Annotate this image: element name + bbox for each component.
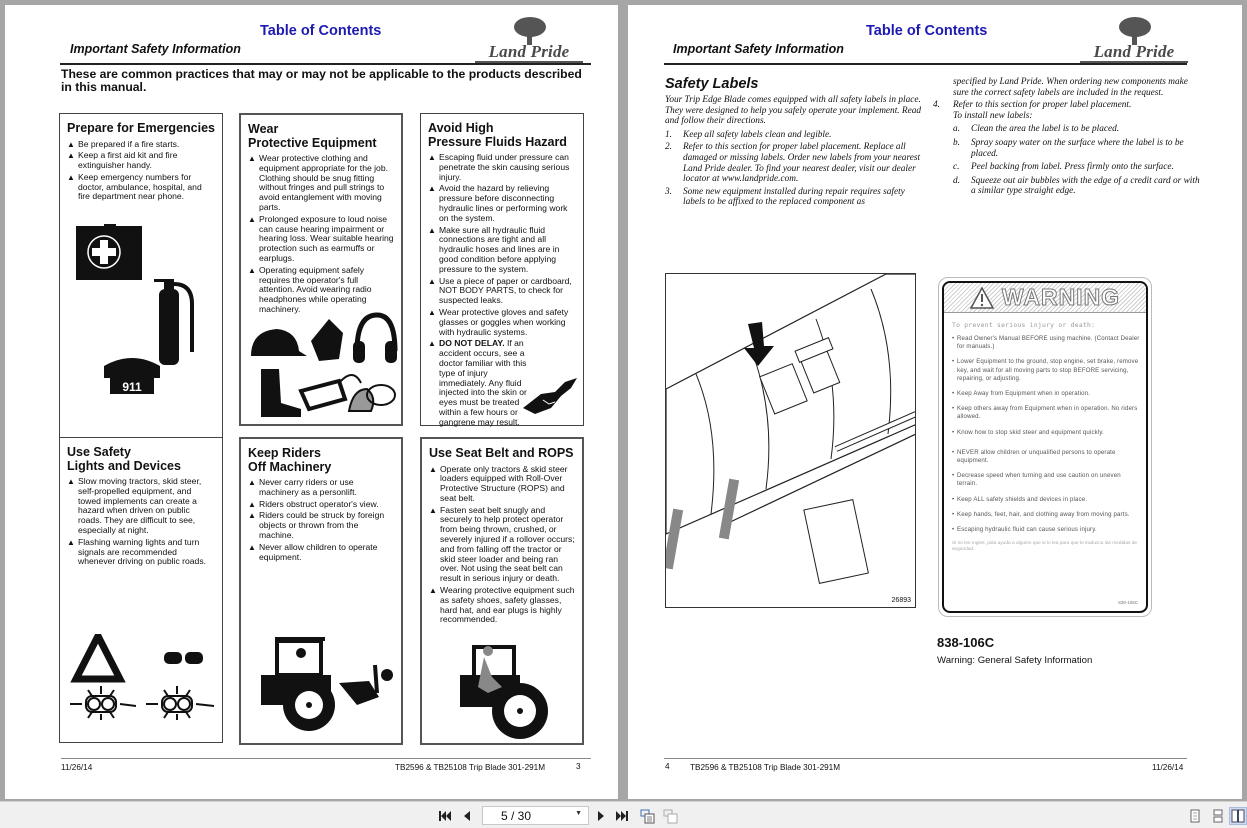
header-rule [60,63,591,65]
trip-blade-drawing [666,274,916,608]
table-of-contents-link[interactable]: Table of Contents [866,23,988,39]
footer-rule [664,758,1187,759]
list-item: ▲ Riders obstruct operator's view. [248,500,395,510]
decal-item: • Decrease speed when turning and use caution on uneven terrain. [952,472,1140,488]
list-item: ▲ Be prepared if a fire starts. [67,140,216,150]
list-item: ▲ Prolonged exposure to loud noise can cause hearing impairment or hearing loss. Wear suitable hearing protection such as earmuffs or earplugs. [248,215,395,264]
page-number-input[interactable]: 5 / 30 ▼ [482,806,589,825]
page-dropdown-icon[interactable]: ▼ [575,810,582,817]
list-item: ▲ Fasten seat belt snugly and securely to help protect operator from being thrown, crushed, or severely injured if a rollover occurs; and from falling off the tractor or skid steer loader and being ran over. Not using the seat belt can result in serious injury or death. [429,506,576,584]
instructions-column-2 [933,77,1203,197]
warning-lights-icon [164,652,203,664]
section-title: Important Safety Information [70,42,241,56]
previous-page-icon [463,810,471,822]
footer-rule [61,758,591,759]
first-page-icon [438,810,452,822]
box-avoid-high-pressure-fluids [420,113,584,426]
box-use-safety-lights [59,437,223,743]
last-page-icon [615,810,629,822]
tree-icon [1118,17,1152,45]
list-item: ▲ Escaping fluid under pressure can penetrate the skin causing serious injury. [428,153,577,182]
box-wear-protective-equipment [239,113,403,426]
safety-lights-illustrations [68,634,218,729]
flashing-light-left-icon [70,686,136,720]
previous-page-button[interactable] [460,807,474,825]
numbered-item: 1. Keep all safety labels clean and legible. [665,129,832,140]
decal-item: • Escaping hydraulic fluid can cause serious injury. [952,526,1140,534]
footer-date: 11/26/14 [61,763,93,772]
protective-equipment-illustrations [249,311,399,421]
tree-icon [513,17,547,45]
list-item: ▲ Operating equipment safely requires the operator's full attention. Avoid wearing radio headphones while operating machinery. [248,266,395,315]
list-item: ▲ Wear protective gloves and safety glasses or goggles when working with hydraulic systems. [428,308,577,337]
decal-item: • Know how to stop skid steer and equipment quickly. [952,429,1140,437]
box-title: Wear Protective Equipment [248,122,377,150]
label-part-number: 838-106C [937,635,995,650]
label-description: Warning: General Safety Information [937,655,1093,666]
numbered-item: 4. Refer to this section for proper label placement. To install new labels: [933,100,1132,121]
list-item: ▲ Riders could be struck by foreign objects or thrown from the machine. [248,511,395,540]
list-item: ▲ Never carry riders or use machinery as a personlift. [248,478,395,498]
list-item: ▲ Flashing warning lights and turn signals are recommended whenever driving on public roads. [67,538,216,567]
first-aid-kit-icon [76,224,142,280]
page-number: 4 [665,762,670,771]
list-item: ▲ Avoid the hazard by relieving pressure before disconnecting hydraulic lines or performing work on the system. [428,184,577,223]
footer-date: 11/26/14 [1152,763,1184,772]
compare-page-button[interactable] [662,807,680,825]
warning-banner: WARNING [944,283,1146,313]
land-pride-logo: Land Pride [1080,17,1188,63]
continuous-pages-icon [1213,809,1223,823]
decal-lead: To prevent serious injury or death: [952,322,1096,329]
first-page-button[interactable] [437,807,453,825]
two-page-view-button[interactable] [1229,807,1247,825]
footer-model: TB2596 & TB25108 Trip Blade 301-291M [690,763,841,772]
land-pride-logo: Land Pride [475,17,583,63]
lettered-item: a. Clean the area the label is to be placed. [953,124,1120,135]
box-keep-riders-off [239,437,403,745]
numbered-item: 3. Some new equipment installed during repair requires safety labels to be affixed to the replaced component as [665,186,905,208]
header-rule [664,63,1187,65]
numbered-item: 2. Refer to this section for proper label placement. Replace all damaged or missing labels. Order new labels from your nearest Land Pride dealer. To find your nearest dealer, visit our dealer locator at www.landpride.com. [665,142,921,185]
list-item: ▲ Wear protective clothing and equipment appropriate for the job. Clothing should be snug fitting without fringes and pull strings to avoid entanglement with moving parts. [248,154,395,213]
phone-911-icon [104,358,160,394]
box-prepare-for-emergencies [59,113,223,446]
decal-spanish-note: Si no lee ingles, pida ayuda a alguien que si lo lea para que le traduzca las medidas de seguridad. [952,541,1138,553]
continuous-view-button[interactable] [1209,807,1227,825]
list-item: ▲ Slow moving tractors, skid steer, self-propelled equipment, and towed implements can create a hazard when driven on public roads. They are difficult to see, especially at night. [67,477,216,536]
decal-item: • Keep hands, feet, hair, and clothing away from moving parts. [952,511,1140,519]
warning-triangle-icon [970,287,994,309]
next-page-icon [597,810,605,822]
intro-paragraph: Your Trip Edge Blade comes equipped with all safety labels in place. They were designed to help you safely operate your implement. Read and follow their directions. [665,95,922,127]
last-page-button[interactable] [614,807,630,825]
section-title: Important Safety Information [673,42,844,56]
box-use-seat-belt-rops [420,437,584,745]
decal-item: • Keep Away from Equipment when in operation. [952,390,1140,398]
instructions-column-1 [665,95,923,208]
fluid-injection-hand-icon [521,374,579,416]
dust-mask-icon [349,385,395,411]
single-page-icon [1190,809,1200,823]
figure-id: 26893 [891,597,911,604]
decal-item: • Keep ALL safety shields and devices in place. [952,496,1140,504]
list-item: ▲ Keep a first aid kit and fire extinguisher handy. [67,151,216,171]
slow-moving-vehicle-icon [76,636,120,679]
boot-icon [261,369,301,417]
list-item: ▲ Use a piece of paper or cardboard, NOT BODY PARTS, to check for suspected leaks. [428,277,577,306]
page-4 [628,5,1242,799]
flashing-light-right-icon [146,686,214,720]
decal-item: • NEVER allow children or unqualified persons to operate equipment. [952,449,1140,465]
hard-hat-icon [251,329,307,356]
fire-extinguisher-icon [154,279,192,365]
decal-code: 838-106C [1118,600,1138,605]
svg-text:911: 911 [122,380,142,394]
lettered-item: b. Spray soapy water on the surface where the label is to be placed. [953,137,1184,159]
single-page-view-button[interactable] [1186,807,1204,825]
box-title: Avoid High Pressure Fluids Hazard [428,121,567,149]
list-item: ▲ DO NOT DELAY. If an accident occurs, see a doctor familiar with this type of injury immediately. Any fluid injected into the skin or eyes must be treated within a few hours or gangrene may result. [428,339,577,427]
page-number: 3 [576,762,581,771]
list-item: ▲ Wearing protective equipment such as safety shoes, safety glasses, hard hat, and ear plugs is highly recommended. [429,586,576,625]
rotate-page-button[interactable] [639,807,657,825]
rops-tractor-illustration [458,641,558,741]
trip-blade-figure [665,273,916,608]
lettered-item: c. Peel backing from label. Press firmly onto the surface. [953,162,1174,173]
footer-model: TB2596 & TB25108 Trip Blade 301-291M [395,763,546,772]
box-title: Keep Riders Off Machinery [248,446,332,474]
emergency-illustrations [74,224,204,394]
next-page-button[interactable] [594,807,608,825]
list-item: ▲ Operate only tractors & skid steer loaders equipped with Roll-Over Protective Structure (ROPS) and seat belt. [429,465,576,504]
lettered-item: d. Squeeze out air bubbles with the edge of a credit card or with a similar type straight edge. [953,175,1200,197]
page-3 [5,5,618,799]
decal-item: • Read Owner's Manual BEFORE using machine. (Contact Dealer for manuals.) [952,335,1140,351]
safety-labels-heading: Safety Labels [665,76,759,92]
box-title: Use Seat Belt and ROPS [429,446,574,460]
intro-text: These are common practices that may or may not be applicable to the products described in this manual. [61,67,582,94]
list-item: ▲ Never allow children to operate equipment. [248,543,395,563]
warning-decal [938,277,1152,617]
decal-item: • Keep others away from Equipment when in operation. No riders allowed. [952,405,1140,421]
box-title: Prepare for Emergencies [67,121,215,135]
list-item: ▲ Keep emergency numbers for doctor, ambulance, hospital, and fire department near phone. [67,173,216,202]
list-item: ▲ Make sure all hydraulic fluid connections are tight and all hydraulic hoses and lines are in good condition before applying pressure to the system. [428,226,577,275]
earmuffs-icon [353,315,397,363]
box-title: Use Safety Lights and Devices [67,445,181,473]
two-page-icon [1231,809,1245,823]
continuation-text: specified by Land Pride. When ordering new components make sure the correct safety labels are included in the request. [953,77,1188,98]
decal-item: • Lower Equipment to the ground, stop engine, set brake, remove key, and wait for all moving parts to stop BEFORE servicing, repairing, or adjusting. [952,358,1140,383]
gloves-icon [311,319,343,361]
page-compare-icon [663,808,679,824]
table-of-contents-link[interactable]: Table of Contents [260,23,382,39]
page-fit-icon [640,808,656,824]
viewer-toolbar [0,801,1247,828]
tractor-rider-illustration [259,635,399,735]
